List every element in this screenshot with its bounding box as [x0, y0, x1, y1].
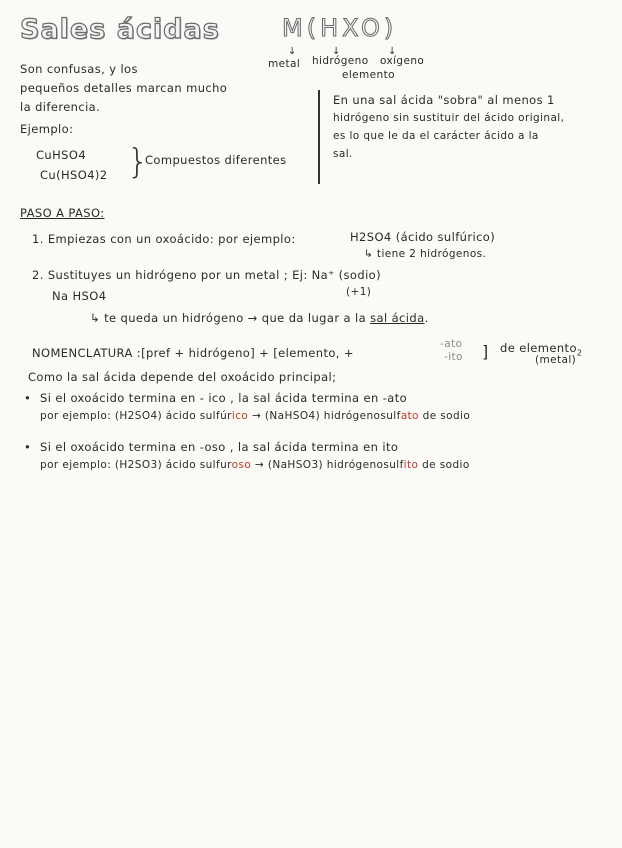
- nomenclature-intro: Como la sal ácida depende del oxoácido principal;: [28, 370, 337, 384]
- suffix-ato: -ato: [440, 338, 463, 350]
- nomenclature-note: (metal): [535, 354, 577, 366]
- arrow-down-icon: ↓: [288, 46, 297, 57]
- rule-ico: Si el oxoácido termina en - ico , la sal ácida termina en -ato: [40, 391, 408, 405]
- formula-label-hydrogen: hidrógeno: [312, 55, 369, 67]
- rule-oso-example: por ejemplo: (H2SO3) ácido sulfuroso → (NaHSO3) hidrógenosulfito de sodio: [40, 459, 470, 471]
- example-formula: Cu(HSO4)2: [40, 168, 108, 182]
- nomenclature-rule: NOMENCLATURA :[pref + hidrógeno] + [elemento, +: [32, 346, 354, 360]
- step-2-result: Na HSO4: [52, 289, 107, 303]
- brace-note: Compuestos diferentes: [145, 153, 287, 167]
- page-title: Sales ácidas: [20, 14, 220, 45]
- side-note-line: En una sal ácida "sobra" al menos 1: [333, 93, 555, 107]
- side-note-line: es lo que le da el carácter ácido a la: [333, 130, 539, 142]
- steps-heading: PASO A PASO:: [20, 206, 105, 220]
- rule-oso: Si el oxoácido termina en -oso , la sal ácida termina en ito: [40, 440, 399, 454]
- side-note-line: sal.: [333, 148, 353, 160]
- intro-line: la diferencia.: [20, 100, 101, 114]
- side-note-line: hidrógeno sin sustituir del ácido original,: [333, 112, 565, 124]
- nomenclature-tail: de elemento$_2$: [500, 341, 583, 358]
- bullet-icon: •: [24, 391, 32, 405]
- example-label: Ejemplo:: [20, 122, 74, 136]
- arrow-down-icon: ↓: [388, 46, 397, 57]
- step-2: 2. Sustituyes un hidrógeno por un metal ; Ej: Na⁺ (sodio): [32, 268, 381, 282]
- suffix-ito: -ito: [444, 351, 463, 363]
- formula-label-oxygen: oxígeno: [380, 55, 425, 67]
- bracket-close: ]: [482, 342, 489, 361]
- general-formula: M(HXO): [282, 14, 398, 42]
- intro-line: pequeños detalles marcan mucho: [20, 81, 228, 95]
- intro-line: Son confusas, y los: [20, 62, 138, 76]
- sal-acida-highlight: sal ácida: [370, 311, 425, 325]
- formula-label-metal: metal: [268, 58, 301, 70]
- step-2-charge: (+1): [346, 286, 372, 298]
- step-1: 1. Empiezas con un oxoácido: por ejemplo:: [32, 232, 296, 246]
- step-1-formula: H2SO4 (ácido sulfúrico): [350, 230, 496, 244]
- step-2-note: ↳ te queda un hidrógeno → que da lugar a la sal ácida.: [90, 311, 429, 325]
- step-1-note: ↳ tiene 2 hidrógenos.: [364, 248, 487, 260]
- example-formula: CuHSO4: [36, 148, 87, 162]
- divider: [318, 90, 320, 184]
- brace-icon: }: [127, 142, 150, 182]
- rule-ico-example: por ejemplo: (H2SO4) ácido sulfúrico → (NaHSO4) hidrógenosulfato de sodio: [40, 410, 471, 422]
- bullet-icon: •: [24, 440, 32, 454]
- arrow-down-icon: ↓: [332, 46, 341, 57]
- formula-label-element: elemento: [342, 69, 395, 81]
